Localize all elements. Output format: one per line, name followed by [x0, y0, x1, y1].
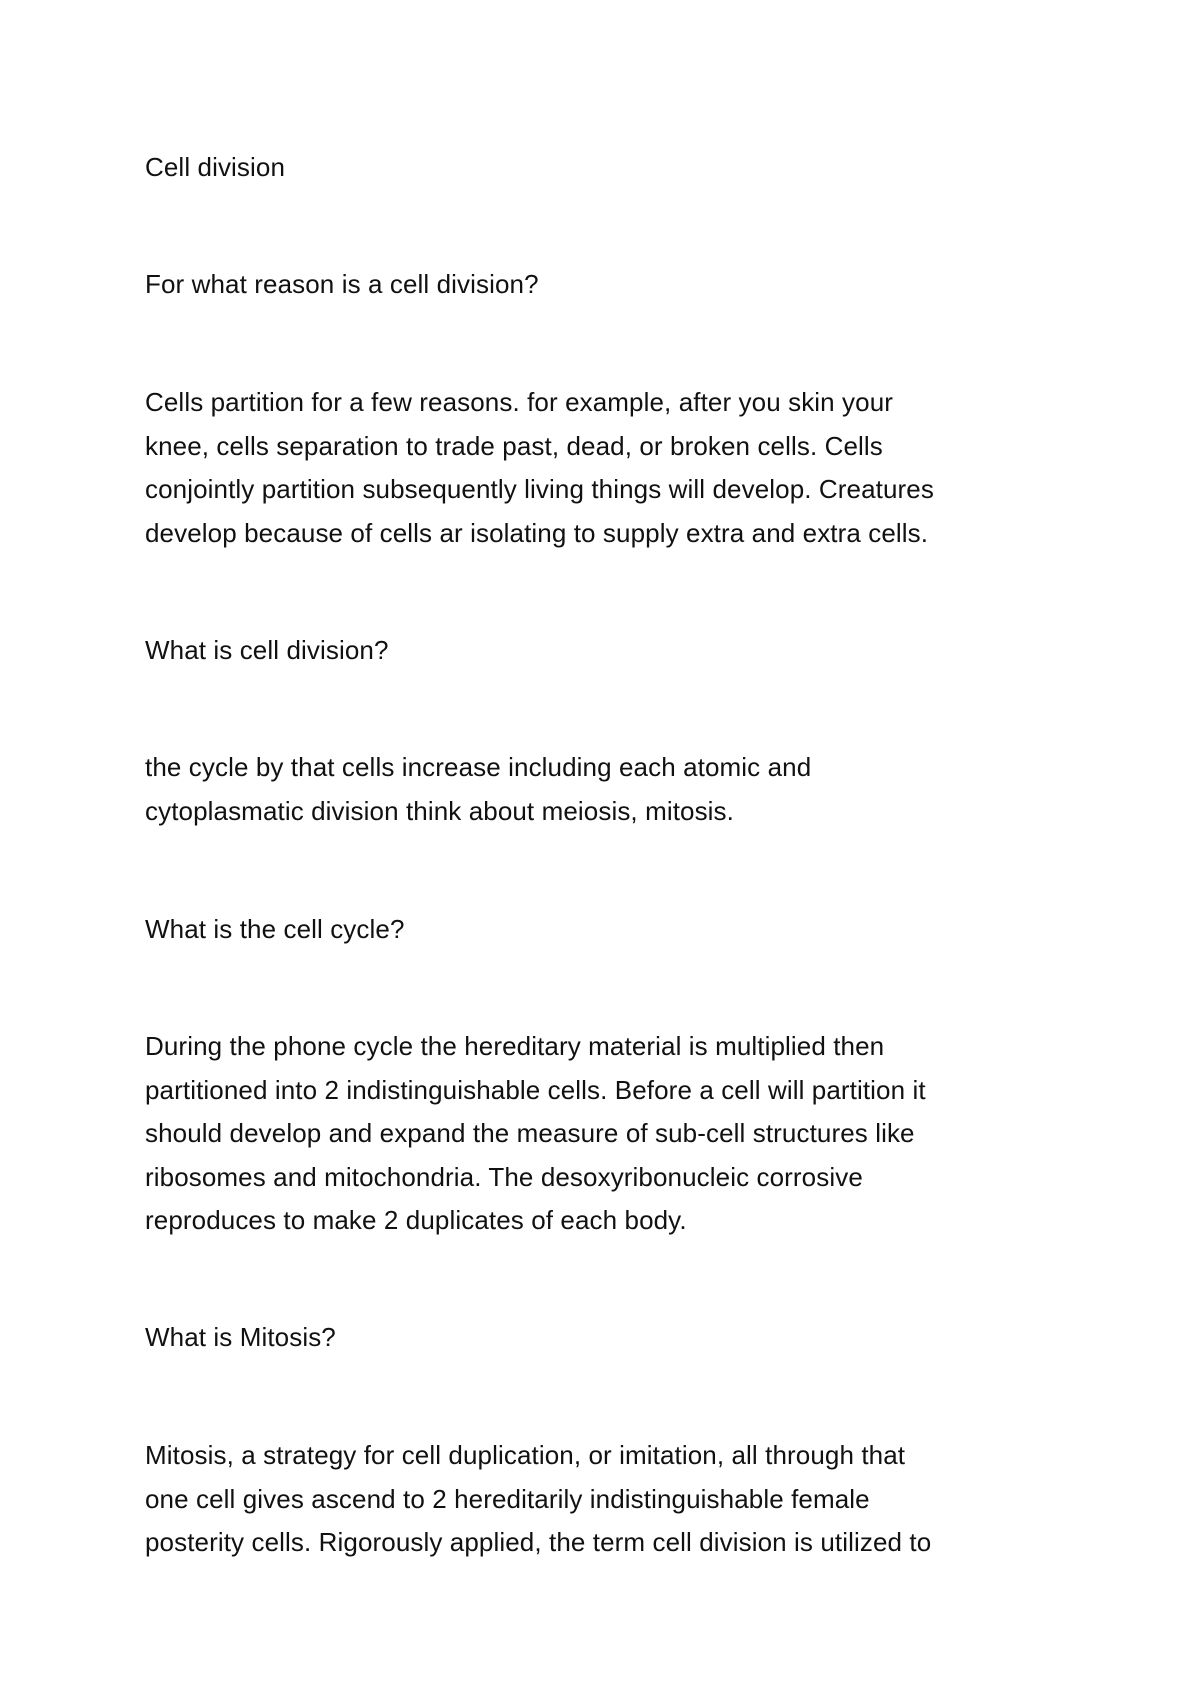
- section-4-answer-line-2: one cell gives ascend to 2 hereditarily indistinguishable female: [145, 1484, 870, 1514]
- section-4-answer-line-1: Mitosis, a strategy for cell duplication, or imitation, all through that: [145, 1440, 906, 1470]
- document-title: Cell division: [145, 152, 286, 182]
- section-2-answer-line-1: the cycle by that cells increase including each atomic and: [145, 752, 812, 782]
- section-3-answer-line-2: partitioned into 2 indistinguishable cells. Before a cell will partition it: [145, 1075, 926, 1105]
- section-3-question: What is the cell cycle?: [145, 914, 405, 944]
- section-2-answer-line-2: cytoplasmatic division think about meiosis, mitosis.: [145, 796, 734, 826]
- section-1-answer-line-3: conjointly partition subsequently living things will develop. Creatures: [145, 474, 934, 504]
- section-1-answer-line-2: knee, cells separation to trade past, dead, or broken cells. Cells: [145, 431, 883, 461]
- section-1-answer-line-1: Cells partition for a few reasons. for example, after you skin your: [145, 387, 894, 417]
- section-1-answer-line-4: develop because of cells ar isolating to supply extra and extra cells.: [145, 518, 929, 548]
- section-4-question: What is Mitosis?: [145, 1322, 336, 1352]
- section-4-answer-line-3: posterity cells. Rigorously applied, the term cell division is utilized to: [145, 1527, 932, 1557]
- section-3-answer-line-4: ribosomes and mitochondria. The desoxyribonucleic corrosive: [145, 1162, 863, 1192]
- section-2-question: What is cell division?: [145, 635, 389, 665]
- section-3-answer-line-1: During the phone cycle the hereditary material is multiplied then: [145, 1031, 885, 1061]
- section-3-answer-line-5: reproduces to make 2 duplicates of each body.: [145, 1205, 687, 1235]
- section-3-answer-line-3: should develop and expand the measure of sub-cell structures like: [145, 1118, 915, 1148]
- section-1-question: For what reason is a cell division?: [145, 269, 539, 299]
